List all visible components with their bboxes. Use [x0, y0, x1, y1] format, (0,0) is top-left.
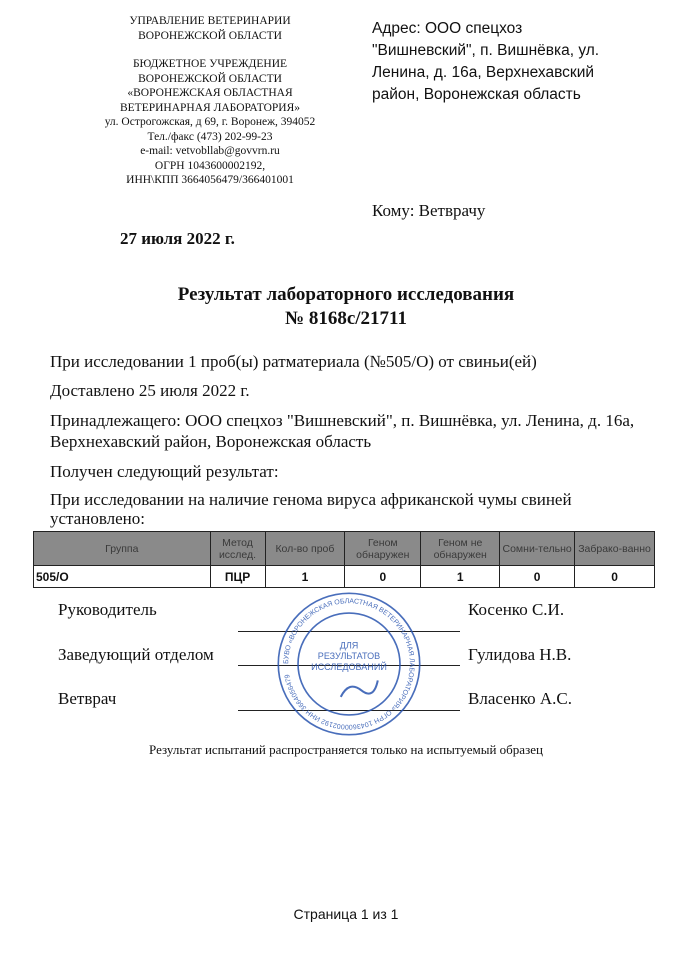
column-header: Геном обнаружен	[345, 532, 421, 566]
column-header: Сомни-тельно	[500, 532, 575, 566]
table-cell: ПЦР	[210, 566, 265, 588]
document-title	[0, 283, 692, 331]
header-line: ВОРОНЕЖСКОЙ ОБЛАСТИ	[138, 72, 282, 85]
header-line: БЮДЖЕТНОЕ УЧРЕЖДЕНИЕ	[132, 58, 288, 70]
header-line: ИНН\КПП 3664056479/366401001	[126, 174, 294, 186]
footer-note: Результат испытаний распространяется только на испытуемый образец	[149, 742, 543, 757]
address-line: Ленина, д. 16а, Верхнехавский	[372, 64, 595, 81]
header-line: ОГРН 1043600002192,	[154, 159, 266, 172]
table-cell: 0	[500, 566, 575, 588]
signature-role: Заведующий отделом	[58, 645, 214, 664]
body-p4: Получен следующий результат:	[50, 462, 279, 481]
table-cell: 0	[575, 566, 655, 588]
official-stamp	[275, 590, 423, 738]
signature-name: Власенко А.С.	[468, 689, 573, 708]
recipient: Кому: Ветврачу	[372, 201, 486, 220]
column-header: Геном не обнаружен	[421, 532, 500, 566]
signature-role: Ветврач	[58, 689, 117, 708]
table-cell: 505/О	[34, 566, 211, 588]
column-header: Кол-во проб	[265, 532, 345, 566]
body-p5: При исследовании на наличие генома вируса африканской чумы свиней установлено:	[50, 490, 572, 528]
document-date: 27 июля 2022 г.	[120, 229, 235, 248]
stamp-center-text: ДЛЯ РЕЗУЛЬТАТОВ ИССЛЕДОВАНИЙ	[311, 640, 387, 673]
body-p2: Доставлено 25 июля 2022 г.	[50, 381, 250, 400]
header-line: «ВОРОНЕЖСКАЯ ОБЛАСТНАЯ	[127, 87, 293, 99]
address-line: "Вишневский", п. Вишнёвка, ул.	[372, 42, 600, 59]
body-p3: Принадлежащего: ООО спецхоз "Вишневский", п. Вишнёвка, ул. Ленина, д. 16а, Верхнехавский район, Воронежская область	[50, 411, 635, 451]
header-line: УПРАВЛЕНИЕ ВЕТЕРИНАРИИ	[129, 15, 291, 27]
signature-name: Косенко С.И.	[468, 600, 565, 619]
recipient-address	[372, 18, 672, 106]
document-number: № 8168с/21711	[284, 308, 407, 329]
column-header: Группа	[34, 532, 211, 566]
header-line: ВОРОНЕЖСКОЙ ОБЛАСТИ	[138, 29, 282, 42]
body-p1: При исследовании 1 проб(ы) ратматериала (№505/О) от свиньи(ей)	[50, 352, 537, 371]
header-line: ВЕТЕРИНАРНАЯ ЛАБОРАТОРИЯ»	[119, 101, 301, 114]
lab-header	[80, 14, 340, 188]
table-cell: 1	[265, 566, 345, 588]
page-number: Страница 1 из 1	[293, 906, 399, 922]
title-text: Результат лабораторного исследования	[177, 284, 515, 305]
column-header: Метод исслед.	[210, 532, 265, 566]
signature-role: Руководитель	[58, 600, 157, 619]
results-table	[33, 531, 655, 588]
table-cell: 0	[345, 566, 421, 588]
table-row	[34, 566, 655, 588]
address-line: район, Воронежская область	[372, 86, 581, 103]
address-line: Адрес: ООО спецхоз	[372, 20, 523, 37]
table-cell: 1	[421, 566, 500, 588]
table-header-row	[34, 532, 655, 566]
stamp-ring-text: БУВО «ВОРОНЕЖСКАЯ ОБЛАСТНАЯ ВЕТЕРИНАРНАЯ ЛАБОРАТОРИЯ» ОГРН 1043600002192 ИНН 3664056479	[283, 598, 415, 730]
signature-name: Гулидова Н.В.	[468, 645, 572, 664]
header-line: e-mail: vetvobllab@govvrn.ru	[140, 145, 280, 157]
header-line: ул. Острогожская, д 69, г. Воронеж, 394052	[104, 116, 316, 128]
column-header: Забрако-ванно	[575, 532, 655, 566]
header-line: Тел./факс (473) 202-99-23	[147, 130, 273, 143]
